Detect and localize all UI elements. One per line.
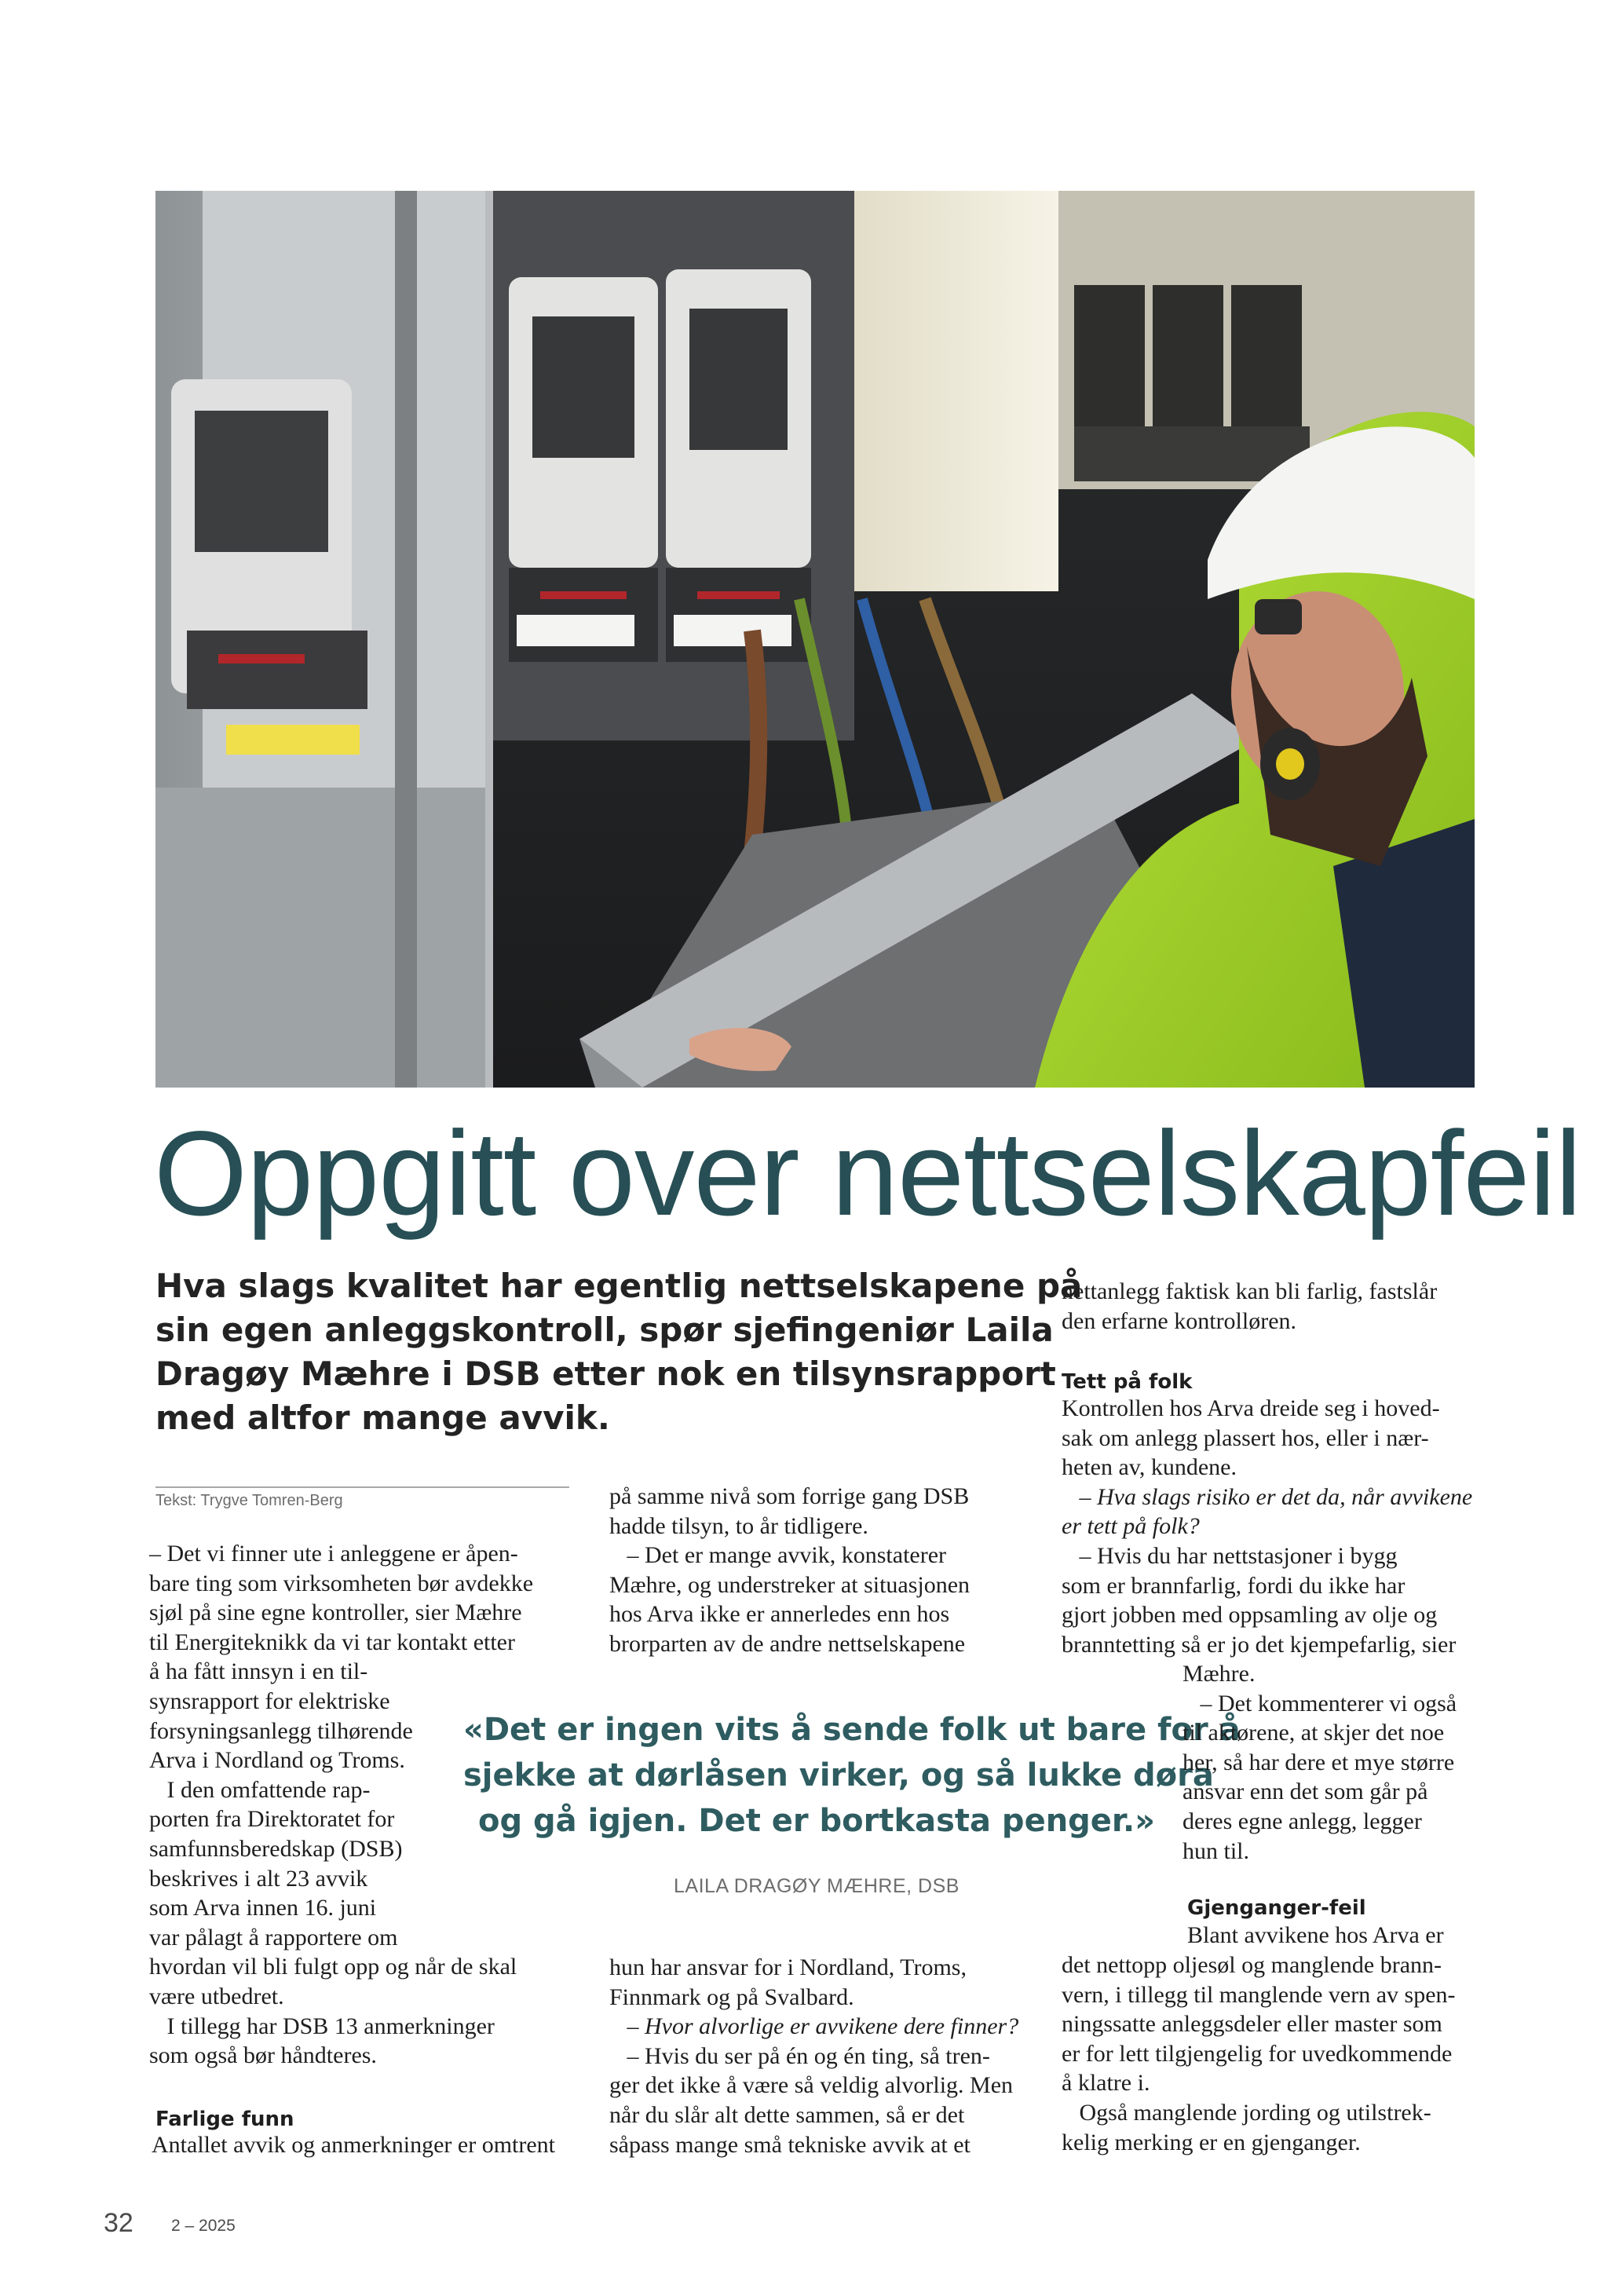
text-line: I tillegg har DSB 13 anmerkninger [149,2013,495,2039]
text-line: nettanlegg faktisk kan bli farlig, fastslår [1062,1278,1438,1304]
byline: Tekst: Trygve Tomren-Berg [155,1492,343,1509]
text-line: Også manglende jording og utilstrek- [1062,2099,1431,2126]
text-line: å klatre i. [1062,2070,1150,2097]
text-line: den erfarne kontrolløren. [1062,1307,1297,1334]
text-line: Kontrollen hos Arva dreide seg i hoved- [1062,1395,1440,1421]
text-line: branntetting så er jo det kjempefarlig, sier [1062,1631,1457,1658]
text-line: Arva i Nordland og Troms. [149,1747,405,1774]
text-line: ansvar enn det som går på [1183,1779,1428,1805]
text-line: ger det ikke å være så veldig alvorlig. Men [609,2072,1014,2099]
text-line: å ha fått innsyn i en til- [149,1658,368,1685]
text-line: – Det er mange avvik, konstaterer [609,1542,947,1569]
text-line: Antallet avvik og anmerkninger er omtrent [152,2132,555,2158]
text-line: brorparten av de andre nettselskapene [609,1630,966,1657]
text-line: samfunnsberedskap (DSB) [149,1835,403,1862]
text-line: kelig merking er en gjenganger. [1062,2129,1361,2155]
text-line: som er brannfarlig, fordi du ikke har [1062,1572,1406,1599]
pull-quote-attribution: LAILA DRAGØY MÆHRE, DSB [674,1875,960,1897]
text-line: her, så har dere et mye større [1183,1749,1455,1775]
lead-line: sin egen anleggskontroll, spør sjefingeniør Laila [155,1311,1054,1349]
subheading-gjenganger-feil: Gjenganger-feil [1187,1896,1366,1920]
text-line: var pålagt å rapportere om [149,1924,398,1951]
pull-quote [463,1707,1241,1844]
text-line: sjøl på sine egne kontroller, sier Mæhre [149,1600,522,1626]
text-line: forsyningsanlegg tilhørende [149,1717,413,1744]
text-line: som også bør håndteres. [149,2042,377,2069]
pull-quote-line: sjekke at dørlåsen virker, og så lukke døra [463,1757,1214,1793]
lead-line: Hva slags kvalitet har egentlig nettselskapene på [155,1267,1083,1305]
text-line: Finnmark og på Svalbard. [609,1983,854,2010]
text-line: på samme nivå som forrige gang DSB [609,1483,970,1509]
text-line: hadde tilsyn, to år tidligere. [609,1512,868,1539]
text-line: som Arva innen 16. juni [149,1895,377,1921]
column-1-end [152,2130,555,2160]
text-line: porten fra Direktoratet for [149,1806,395,1833]
text-line: – Hvis du har nettstasjoner i bygg [1062,1542,1398,1569]
text-line: – Det kommenterer vi også [1183,1690,1457,1717]
question-line: – Hvor alvorlige er avvikene dere finner? [609,2013,1019,2040]
text-line: – Hvis du ser på én og én ting, så tren- [609,2042,990,2069]
column-3-middle [1062,1394,1501,1659]
column-3-gjenganger-first [1187,1921,1444,1951]
text-line: I den omfattende rap- [149,1776,371,1803]
text-line: Mæhre. [1183,1661,1256,1687]
text-line: når du slår alt dette sammen, så er det [609,2101,965,2128]
text-line: sak om anlegg plassert hos, eller i nær- [1062,1424,1429,1451]
column-3-top [1062,1277,1501,1336]
text-line: Mæhre, og understreker at situasjonen [609,1571,971,1598]
text-line: hos Arva ikke er annerledes enn hos [609,1601,950,1628]
text-line: deres egne anlegg, legger [1183,1808,1422,1834]
text-line: være utbedret. [149,1983,284,2009]
article-lead [155,1264,1083,1440]
text-line: – Det vi finner ute i anleggene er åpen- [149,1541,518,1567]
photo-illustration [155,191,1475,1088]
article-photo [155,191,1475,1088]
question-line: – Hva slags risiko er det da, når avvikene [1062,1483,1473,1510]
text-line: bare ting som virksomheten bør avdekke [149,1570,534,1596]
text-line: det nettopp oljesøl og manglende brann- [1062,1952,1442,1978]
column-2-top [609,1482,1033,1659]
text-line: beskrives i alt 23 avvik [149,1865,368,1892]
lead-line: med altfor mange avvik. [155,1398,610,1437]
text-line: hun til. [1183,1837,1250,1864]
lead-line: Dragøy Mæhre i DSB etter nok en tilsynsrapport [155,1355,1056,1393]
column-3-bottom [1062,1951,1501,2157]
text-line: hvordan vil bli fulgt opp og når de skal [149,1954,517,1980]
subheading-farlige-funn: Farlige funn [155,2108,294,2131]
issue-label: 2 – 2025 [171,2217,236,2235]
pull-quote-line: og gå igjen. Det er bortkasta penger.» [478,1803,1155,1839]
text-line: til aktørene, at skjer det noe [1183,1720,1445,1746]
text-line: Blant avvikene hos Arva er [1187,1922,1444,1948]
article-headline: Oppgitt over nettselskapfeil [154,1106,1581,1241]
text-line: heten av, kundene. [1062,1454,1237,1481]
text-line: ningssatte anleggsdeler eller master som [1062,2011,1442,2038]
text-line: er for lett tilgjengelig for uvedkommende [1062,2040,1453,2067]
question-line: er tett på folk? [1062,1513,1200,1540]
subheading-tett-pa-folk: Tett på folk [1062,1370,1193,1394]
text-line: synsrapport for elektriske [149,1687,390,1714]
text-line: hun har ansvar for i Nordland, Troms, [609,1954,967,1980]
text-line: gjort jobben med oppsamling av olje og [1062,1602,1438,1629]
column-2-bottom [609,1953,1033,2159]
text-line: såpass mange små tekniske avvik at et [609,2131,971,2158]
text-line: vern, i tillegg til manglende vern av spen- [1062,1981,1456,2008]
text-line: til Energiteknikk da vi tar kontakt etter [149,1629,515,1655]
page-number: 32 [104,2208,133,2238]
column-3-narrow [1183,1659,1497,1866]
byline-divider [155,1486,569,1488]
pull-quote-line: «Det er ingen vits å sende folk ut bare for å [463,1712,1241,1748]
